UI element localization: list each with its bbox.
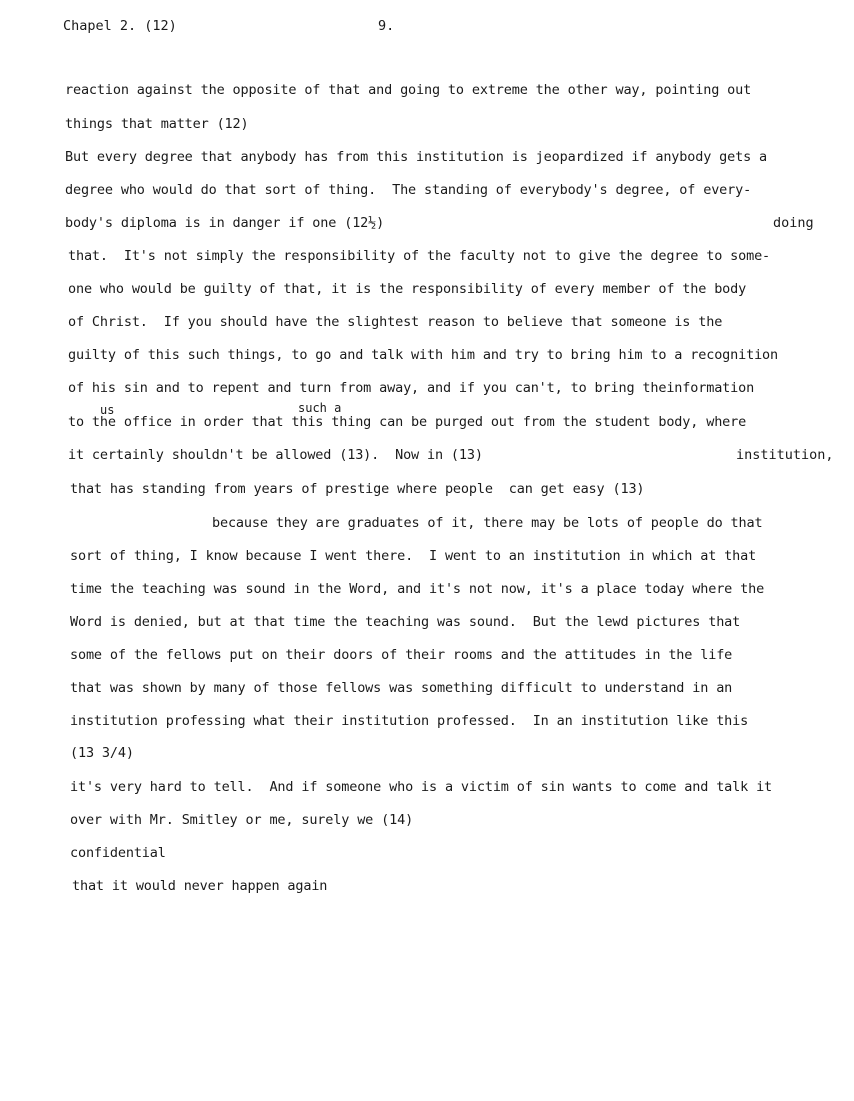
text-line: some of the fellows put on their doors of their rooms and the attitudes in the life bbox=[70, 647, 733, 663]
text-line: to the office in order that this thing can be purged out from the student body, where bbox=[68, 414, 747, 430]
page-number: 9. bbox=[378, 18, 395, 34]
text-line: because they are graduates of it, there may be lots of people do that bbox=[212, 515, 763, 531]
text-line: time the teaching was sound in the Word, and it's not now, it's a place today where the bbox=[70, 581, 765, 597]
text-line: reaction against the opposite of that and going to extreme the other way, pointing out bbox=[65, 82, 752, 98]
text-line: sort of thing, I know because I went there. I went to an institution in which at that bbox=[70, 548, 757, 564]
text-line: it certainly shouldn't be allowed (13). Now in (13) bbox=[68, 447, 483, 463]
text-line: one who would be guilty of that, it is the responsibility of every member of the body bbox=[68, 281, 747, 297]
text-line: Word is denied, but at that time the teaching was sound. But the lewd pictures that bbox=[70, 614, 741, 630]
text-line: of Christ. If you should have the slightest reason to believe that someone is the bbox=[68, 314, 723, 330]
text-line: things that matter (12) bbox=[65, 116, 249, 132]
text-line: that was shown by many of those fellows was something difficult to understand in an bbox=[70, 680, 733, 696]
text-line: that has standing from years of prestige where people can get easy (13) bbox=[70, 481, 645, 497]
text-line: that it would never happen again bbox=[72, 878, 328, 894]
text-line: confidential bbox=[70, 845, 166, 861]
page-header: Chapel 2. (12) bbox=[63, 18, 177, 34]
text-line: institution professing what their institution professed. In an institution like this bbox=[70, 713, 749, 729]
text-line: But every degree that anybody has from this institution is jeopardized if anybody gets a bbox=[65, 149, 768, 165]
right-word-institution: institution, bbox=[736, 447, 834, 463]
text-line: body's diploma is in danger if one (12½) bbox=[65, 215, 385, 231]
insertion-such-a: such a bbox=[298, 401, 342, 415]
right-word-doing: doing bbox=[773, 215, 814, 231]
text-line: guilty of this such things, to go and talk with him and try to bring him to a recognition bbox=[68, 347, 779, 363]
text-line: (13 3/4) bbox=[70, 745, 134, 761]
text-line: it's very hard to tell. And if someone who is a victim of sin wants to come and talk it bbox=[70, 779, 773, 795]
text-line: over with Mr. Smitley or me, surely we (14) bbox=[70, 812, 414, 828]
insertion-us: us bbox=[100, 403, 115, 417]
text-line: that. It's not simply the responsibility of the faculty not to give the degree to some- bbox=[68, 248, 771, 264]
text-line: of his sin and to repent and turn from away, and if you can't, to bring theinformation bbox=[68, 380, 755, 396]
text-line: degree who would do that sort of thing. The standing of everybody's degree, of every- bbox=[65, 182, 752, 198]
